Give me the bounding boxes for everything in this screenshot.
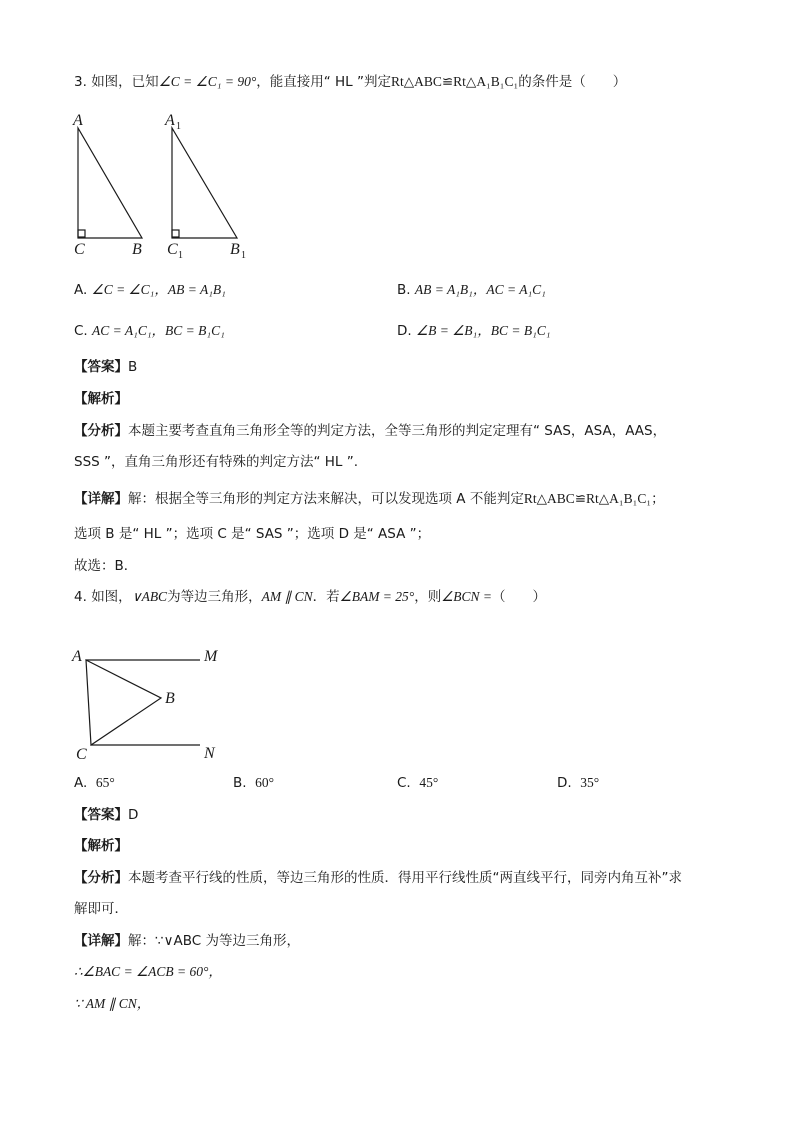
q3-option-b: B. AB = A₁B₁，AC = A₁C₁ [397,282,546,298]
label-a1: A [165,112,175,129]
q4-fenxi: 【分析】本题考查平行线的性质，等边三角形的性质．得用平行线性质“两直线平行，同旁内角互补”求 [74,870,682,886]
label-b1-sub: 1 [241,250,246,261]
label-c: C [76,746,87,763]
q3-stem-text-mid: ，能直接用“ HL ”判定 [256,74,391,90]
q3-condition: ∠C = ∠C₁ = 90° [158,74,257,89]
label-a: A [72,648,82,665]
q3-option-d: D. ∠B = ∠B₁，BC = B₁C₁ [397,323,551,339]
q3-detail-cont: 选项 B 是“ HL ”；选项 C 是“ SAS ”；选项 D 是“ ASA ”； [74,526,431,542]
label-b: B [165,690,175,707]
q3-option-c: C. AC = A₁C₁，BC = B₁C₁ [74,323,225,339]
q4-detail-line3: ∵ AM ∥ CN， [74,996,151,1011]
answer-label: 【答案】 [74,807,128,823]
q3-congruence: Rt△ABC≌Rt△A₁B₁C₁ [390,74,519,89]
q3-detail: 【详解】解：根据全等三角形的判定方法来解决，可以发现选项 A 不能判定Rt△ABC≌Rt△A₁B₁C₁； [74,491,665,507]
triangle-abc [86,660,161,745]
label-a1-sub: 1 [176,121,181,132]
q3-stem-text: 如图，已知 [91,74,159,90]
answer-value: B [128,359,138,375]
q3-option-a: A. ∠C = ∠C₁，AB = A₁B₁ [74,282,226,298]
label-a: A [73,112,83,129]
label-b: B [132,241,142,258]
q3-conclusion: 故选：B． [74,558,138,574]
q4-option-c: C. 45° [397,775,439,791]
label-m: M [204,648,218,665]
q3-stem-text-post: 的条件是（ ） [518,74,627,90]
q4-fenxi-cont: 解即可． [74,901,128,917]
q4-stem: 4. 如图，∨ABC为等边三角形，AM ∥ CN．若∠BAM = 25°，则∠BCN =（ ） [74,589,547,605]
question-number: 4. [74,589,87,605]
label-c1: C [167,241,178,258]
label-c1-sub: 1 [178,250,183,261]
answer-label: 【答案】 [74,359,128,375]
q3-fenxi-cont: SSS ”，直角三角形还有特殊的判定方法“ HL ”. [74,454,359,470]
q4-detail: 【详解】解：∵∨ABC 为等边三角形， [74,933,300,949]
label-b1: B [230,241,240,258]
label-n: N [204,745,215,762]
q4-option-a: A. 65° [74,775,115,791]
q3-fenxi: 【分析】本题主要考查直角三角形全等的判定方法，全等三角形的判定定理有“ SAS，ASA，AAS， [74,423,667,439]
label-c: C [74,241,85,258]
q4-detail-line2: ∴∠BAC = ∠ACB = 60°， [74,964,222,979]
q4-analysis-heading: 【解析】 [74,838,128,854]
q4-option-d: D. 35° [557,775,600,791]
q3-analysis-heading: 【解析】 [74,391,128,407]
answer-value: D [128,807,139,823]
q4-option-b: B. 60° [233,775,275,791]
q4-answer [74,805,138,825]
question-number: 3. [74,74,87,90]
